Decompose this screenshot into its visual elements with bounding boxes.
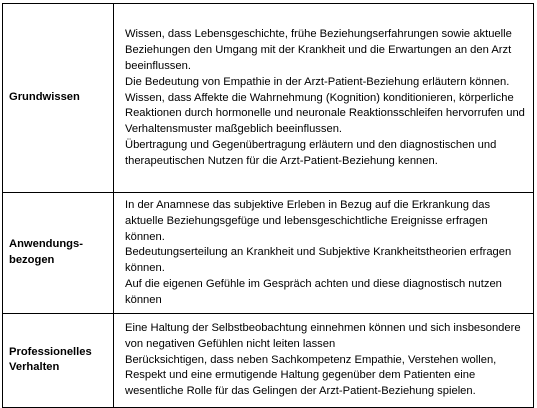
row-content-professionelles-verhalten [114, 313, 534, 407]
row-label-professionelles-verhalten: Professionelles Verhalten [3, 313, 114, 407]
content-paragraph: Auf die eigenen Gefühle im Gespräch achten und diese diagnostisch nutzen können [125, 277, 502, 306]
content-paragraph: Wissen, dass Lebensgeschichte, frühe Beziehungserfahrungen sowie aktuelle Beziehungen den Umgang mit der Krankheit und die Erwartungen an den Arzt beeinflussen. [125, 28, 512, 72]
content-paragraph: Wissen, dass Affekte die Wahrnehmung (Kognition) konditionieren, körperliche Reaktionen durch hormonelle und neuronale Reaktionsschleifen hervorrufen und Verhaltensmuster maßgeblich beeinflussen. [125, 91, 525, 136]
table-row-anwendungsbezogen [3, 193, 534, 314]
table-row-professionelles-verhalten [3, 313, 534, 407]
row-content-anwendungsbezogen [114, 193, 534, 314]
table-row-grundwissen [3, 4, 534, 193]
row-content-grundwissen [114, 4, 534, 193]
content-paragraph: Die Bedeutung von Empathie in der Arzt-Patient-Beziehung erläutern können. [125, 75, 510, 88]
row-label-grundwissen: Grundwissen [3, 4, 114, 193]
content-paragraph: Übertragung und Gegenübertragung erläutern und den diagnostischen und therapeutischen Nutzen für die Arzt-Patient-Beziehung kennen. [125, 138, 497, 167]
content-paragraph: In der Anamnese das subjektive Erleben in Bezug auf die Erkrankung das aktuelle Beziehungsgefüge und lebensgeschichtliche Ereignisse erfragen können. [125, 199, 491, 243]
content-paragraph: Bedeutungserteilung an Krankheit und Subjektive Krankheitstheorien erfragen können. [125, 246, 512, 275]
content-paragraph: Eine Haltung der Selbstbeobachtung einnehmen können und sich insbesondere von negativen Gefühlen nicht leiten lassen [125, 322, 521, 350]
competency-table [2, 3, 534, 408]
content-paragraph: Berücksichtigen, dass neben Sachkompetenz Empathie, Verstehen wollen, Respekt und eine ermutigende Haltung gegenüber dem Patienten eine wesentliche Rolle für das Gelingen der Arzt-Patient-Beziehung spielen. [125, 353, 497, 398]
row-label-anwendungsbezogen: Anwendungs-bezogen [3, 193, 114, 314]
